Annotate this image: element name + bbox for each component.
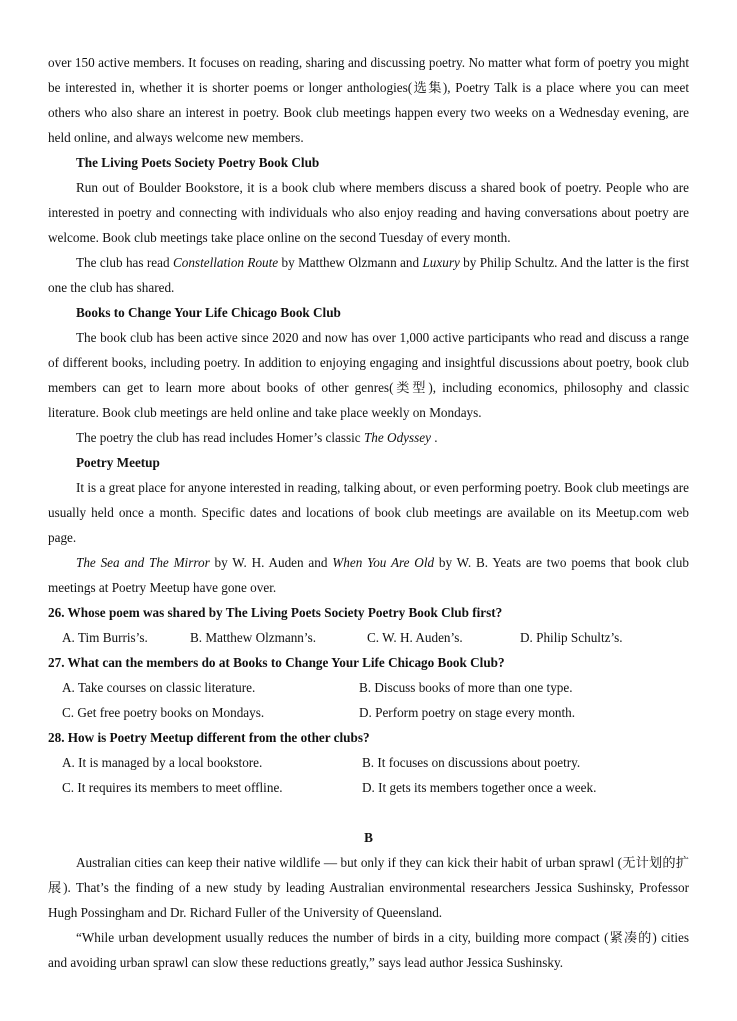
section-heading: B xyxy=(364,830,373,845)
option: C. It requires its members to meet offline. xyxy=(62,780,283,795)
book-title: Constellation Route xyxy=(172,255,279,270)
question-26: 26. Whose poem was shared by The Living Poets Society Poetry Book Club first? xyxy=(48,605,503,620)
book-title: When You Are Old xyxy=(332,555,435,570)
club-heading: Poetry Meetup xyxy=(76,455,160,470)
paragraph: The book club has been active since 2020 and now has over 1,000 active participants who read and discuss a range of different books, including poetry. In addition to enjoying engaging and insightful discussions about poetry, book club members can get to learn more about books of other genres(类型), including economics, philosophy and classic literature. Book club meetings are held online and take place weekly on Mondays. xyxy=(48,330,689,420)
options-26 xyxy=(48,625,689,650)
options-28 xyxy=(48,750,689,800)
option: D. Perform poetry on stage every month. xyxy=(359,705,576,720)
paragraph: The club has read Constellation Route by Matthew Olzmann and Luxury by Philip Schultz. And the latter is the first one the club has shared. xyxy=(48,255,689,295)
option: C. W. H. Auden’s. xyxy=(367,630,463,645)
club-heading: The Living Poets Society Poetry Book Club xyxy=(76,155,320,170)
option: B. It focuses on discussions about poetry. xyxy=(362,755,581,770)
question-28: 28. How is Poetry Meetup different from the other clubs? xyxy=(48,730,370,745)
paragraph: The poetry the club has read includes Homer’s classic The Odyssey . xyxy=(76,430,438,445)
option: A. Tim Burris’s. xyxy=(62,630,148,645)
book-title: Luxury xyxy=(422,255,460,270)
option: B. Matthew Olzmann’s. xyxy=(190,630,316,645)
paragraph: Australian cities can keep their native wildlife — but only if they can kick their habit of urban sprawl (无计划的扩展). That’s the finding of a new study by leading Australian environmental researchers Jessica Sushinsky, Professor Hugh Possingham and Dr. Richard Fuller of the University of Queensland. xyxy=(48,855,689,920)
options-27 xyxy=(48,675,689,725)
book-title: The Odyssey xyxy=(363,430,431,445)
option: D. Philip Schultz’s. xyxy=(520,630,623,645)
option: B. Discuss books of more than one type. xyxy=(359,680,573,695)
document-page xyxy=(48,50,689,975)
option: D. It gets its members together once a week. xyxy=(362,780,597,795)
option: C. Get free poetry books on Mondays. xyxy=(62,705,265,720)
option: A. It is managed by a local bookstore. xyxy=(62,755,263,770)
club-heading: Books to Change Your Life Chicago Book Club xyxy=(76,305,341,320)
paragraph: It is a great place for anyone interested in reading, talking about, or even performing poetry. Book club meetings are usually held once a month. Specific dates and locations of book club meetings are available on its Meetup.com web page. xyxy=(48,480,689,545)
option: A. Take courses on classic literature. xyxy=(62,680,256,695)
paragraph: “While urban development usually reduces the number of birds in a city, building more compact (紧凑的) cities and avoiding urban sprawl can slow these reductions greatly,” says lead author Jessica Sushinsky. xyxy=(48,930,689,970)
paragraph: Run out of Boulder Bookstore, it is a book club where members discuss a shared book of poetry. People who are interested in poetry and connecting with individuals who also enjoy reading and having conversations about poetry are welcome. Book club meetings take place online on the second Tuesday of every month. xyxy=(48,180,689,245)
book-title: The Sea and The Mirror xyxy=(76,555,210,570)
question-27: 27. What can the members do at Books to Change Your Life Chicago Book Club? xyxy=(48,655,505,670)
paragraph: The Sea and The Mirror by W. H. Auden and When You Are Old by W. B. Yeats are two poems that book club meetings at Poetry Meetup have gone over. xyxy=(48,555,689,595)
paragraph: over 150 active members. It focuses on reading, sharing and discussing poetry. No matter what form of poetry you might be interested in, whether it is shorter poems or longer anthologies(选集), Poetry Talk is a place where you can meet others who also share an interest in poetry. Book club meetings happen every two weeks on a Wednesday evening, are held online, and always welcome new members. xyxy=(48,55,689,145)
